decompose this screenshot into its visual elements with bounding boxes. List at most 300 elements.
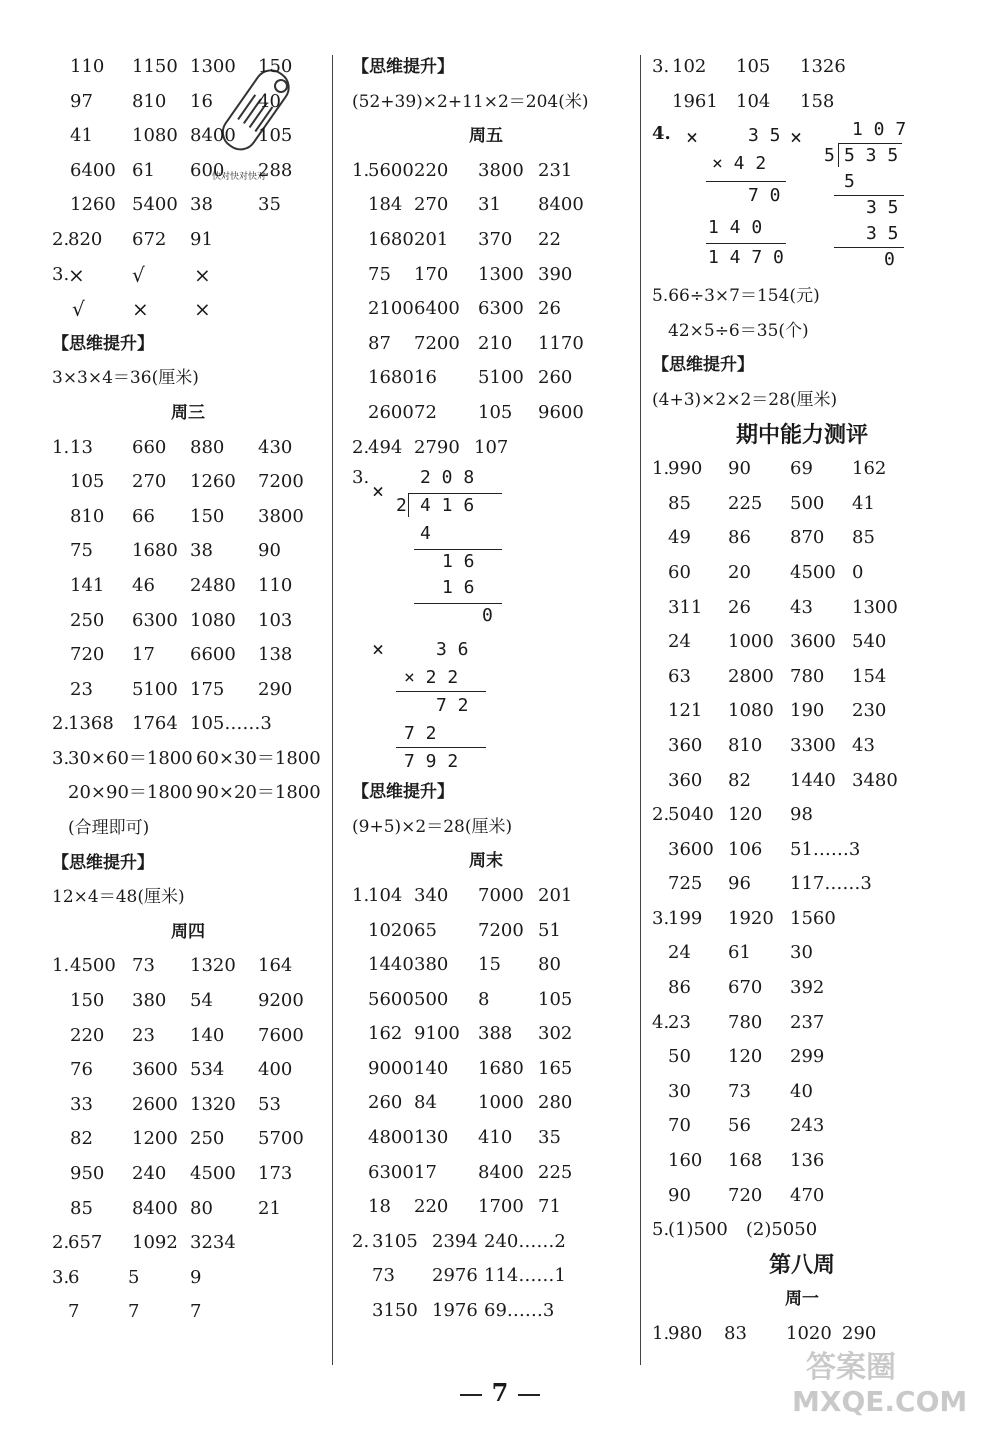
answer-cell: 24 — [668, 942, 691, 964]
vertical-multiplication: × 3 6 × 2 2 7 2 7 2 7 9 2 — [352, 627, 620, 775]
answer-cell: 1700 — [478, 1196, 524, 1218]
section-label: 【思维提升】 — [652, 355, 754, 376]
answer-cell: 390 — [538, 263, 573, 285]
answer-cell: 61 — [132, 159, 155, 181]
answer-cell: 114……1 — [484, 1265, 566, 1287]
answer-cell: 150 — [70, 990, 105, 1012]
section-subheading: 周一 — [785, 1289, 819, 1310]
answer-cell: 26 — [728, 596, 751, 618]
answer-cell: 9600 — [538, 401, 584, 423]
answer-text: (4+3)×2×2＝28(厘米) — [652, 389, 838, 410]
answer-row — [352, 983, 620, 1018]
answer-text: (9+5)×2＝28(厘米) — [352, 816, 513, 837]
answer-row — [352, 1225, 620, 1260]
answer-row — [352, 396, 620, 431]
answer-cell: 3300 — [790, 734, 836, 756]
answer-cell: 23 — [132, 1024, 155, 1046]
answer-cell: 49 — [668, 527, 691, 549]
question-number: 2. — [652, 804, 670, 826]
answer-cell: 1320 — [190, 1093, 236, 1115]
answer-cell: 231 — [538, 159, 573, 181]
answer-cell: 26 — [538, 298, 561, 320]
answer-cell: 70 — [668, 1115, 691, 1137]
answer-cell: 24 — [668, 631, 691, 653]
answer-cell: 65 — [414, 919, 437, 941]
answer-cell: 1080 — [132, 125, 178, 147]
answer-cell: 15 — [478, 954, 501, 976]
answer-row — [352, 1294, 620, 1329]
answer-cell: 120 — [728, 804, 763, 826]
answer-cell: 96 — [728, 873, 751, 895]
answer-cell: 16 — [414, 367, 437, 389]
answer-cell: 54 — [190, 990, 213, 1012]
answer-cell: 69……3 — [484, 1300, 555, 1322]
vertical-calculations: 4. × 3 5 × × 4 2 7 0 1 4 0 1 4 7 0 1 0 7 5 5 3 5 5 3 5 3 5 0 — [652, 119, 907, 271]
answer-cell: 1920 — [728, 907, 774, 929]
answer-row: 7 7 7 — [68, 1301, 202, 1323]
answer-cell: 780 — [728, 1011, 763, 1033]
answer-cell: 950 — [70, 1163, 105, 1184]
answer-cell: 80 — [538, 954, 561, 976]
answer-cell: 85 — [668, 492, 691, 514]
answer-row — [652, 1109, 952, 1144]
answer-cell: 290 — [258, 678, 293, 700]
answer-cell: 104 — [368, 884, 403, 906]
section-heading: 周五 — [469, 126, 503, 147]
answer-row: 2. 657 1092 3234 — [52, 1232, 236, 1254]
answer-row — [652, 487, 952, 522]
answer-cell: 86 — [668, 977, 691, 999]
question-number: 1. — [352, 159, 370, 181]
answer-cell: 1150 — [132, 56, 178, 77]
answer-cell: 41 — [852, 492, 875, 514]
answer-cell: 240……2 — [484, 1230, 566, 1252]
answer-row: 5.66÷3×7＝154(元) — [652, 286, 820, 307]
answer-cell: 105 — [538, 988, 573, 1010]
answer-cell: 41 — [70, 125, 93, 147]
question-number: 4. — [652, 1011, 670, 1033]
answer-row — [352, 879, 620, 914]
answer-cell: 400 — [258, 1059, 293, 1081]
answer-text: 42×5÷6＝35(个) — [668, 320, 809, 341]
svg-text:答案圈: 答案圈 — [806, 1350, 896, 1385]
svg-text:MXQE.COM: MXQE.COM — [792, 1385, 968, 1418]
answer-cell: 1326 — [800, 56, 846, 77]
answer-cell: 1680 — [368, 367, 414, 389]
answer-row — [652, 764, 952, 799]
answer-row — [652, 1040, 952, 1075]
answer-cell: 23 — [70, 678, 93, 700]
answer-cell: 9200 — [258, 990, 304, 1012]
answer-cell: 130 — [414, 1127, 449, 1149]
answer-row — [652, 729, 952, 764]
answer-row — [52, 50, 324, 85]
answer-row — [52, 465, 324, 500]
answer-row — [652, 452, 952, 487]
answer-cell: 8400 — [132, 1197, 178, 1219]
answer-cell: 162 — [852, 458, 887, 480]
answer-row — [352, 1121, 620, 1156]
answer-cell: 600 — [190, 159, 225, 181]
answer-row — [652, 833, 952, 868]
answer-cell: 260 — [538, 367, 573, 389]
answer-cell: 82 — [728, 769, 751, 791]
section-label: 【思维提升】 — [352, 57, 454, 77]
answer-cell: 720 — [728, 1184, 763, 1206]
answer-cell: 61 — [728, 942, 751, 964]
answer-cell: 43 — [852, 734, 875, 756]
column-divider — [640, 55, 641, 1365]
answer-cell: 1320 — [190, 955, 236, 977]
answer-row — [52, 604, 324, 639]
answer-cell: 5100 — [132, 678, 178, 700]
answer-cell: 106 — [728, 838, 763, 860]
answer-cell: 140 — [190, 1024, 225, 1046]
answer-cell: 1976 — [432, 1300, 478, 1322]
answer-row — [352, 1259, 620, 1294]
answer-row — [52, 85, 324, 120]
answer-cell: 1680 — [368, 228, 414, 250]
answer-cell: 6300 — [132, 609, 178, 631]
answer-row — [652, 867, 952, 902]
answer-cell: 1961 — [672, 90, 718, 112]
answer-cell: 3800 — [258, 505, 304, 527]
answer-cell: 164 — [258, 955, 293, 977]
answer-cell: 190 — [790, 700, 825, 722]
answer-cell: 168 — [728, 1150, 763, 1172]
answer-row — [352, 1156, 620, 1191]
answer-cell: 90 — [728, 458, 751, 480]
answer-cell: 30 — [790, 942, 813, 964]
answer-cell: 3150 — [372, 1300, 418, 1322]
section-label: 【思维提升】 — [52, 852, 154, 873]
answer-row: 5. (1)500 (2)5050 — [652, 1219, 818, 1241]
answer-cell: 7600 — [258, 1024, 304, 1046]
answer-cell: 33 — [70, 1093, 93, 1115]
answer-cell: 240 — [132, 1163, 167, 1184]
answer-row — [52, 949, 324, 984]
answer-cell: 534 — [190, 1059, 225, 1081]
watermark-logo — [786, 1341, 976, 1425]
answer-cell: 270 — [414, 194, 449, 216]
answer-cell: 75 — [368, 263, 391, 285]
answer-cell: 35 — [538, 1127, 561, 1149]
column-left — [52, 50, 324, 1330]
answer-cell: 5600 — [368, 988, 414, 1010]
answer-cell: 38 — [190, 194, 213, 216]
answer-cell: 110 — [258, 574, 293, 596]
answer-row — [352, 223, 620, 258]
answer-cell: 392 — [790, 977, 825, 999]
answer-row — [52, 1192, 324, 1227]
answer-cell: 2600 — [368, 401, 414, 423]
answer-cell: 0 — [852, 561, 864, 583]
answer-row — [52, 569, 324, 604]
answer-cell: 8400 — [190, 125, 236, 147]
answer-cell: 880 — [190, 436, 225, 458]
section-heading: 周四 — [171, 921, 205, 942]
answer-cell: 56 — [728, 1115, 751, 1137]
answer-cell: 370 — [478, 228, 513, 250]
answer-row — [352, 327, 620, 362]
answer-row — [652, 1179, 952, 1214]
answer-cell: 430 — [258, 436, 293, 458]
answer-row — [652, 591, 952, 626]
answer-cell: 90 — [668, 1184, 691, 1206]
answer-cell: 3600 — [132, 1059, 178, 1081]
answer-cell: 470 — [790, 1184, 825, 1206]
question-number: 1. — [52, 955, 70, 977]
answer-row — [652, 1075, 952, 1110]
answer-cell: 1000 — [728, 631, 774, 653]
answer-cell: 2100 — [368, 298, 414, 320]
answer-cell: 870 — [790, 527, 825, 549]
answer-cell: 43 — [790, 596, 813, 618]
question-number: 2. — [352, 1230, 370, 1252]
answer-cell: 3800 — [478, 159, 524, 181]
answer-row — [652, 556, 952, 591]
section-heading: 周末 — [469, 851, 503, 872]
answer-cell: 2976 — [432, 1265, 478, 1287]
answer-cell: 40 — [258, 90, 281, 112]
answer-cell: 302 — [538, 1023, 573, 1045]
answer-cell: 158 — [800, 90, 835, 112]
long-division: 3. × 2 0 8 2 4 1 6 4 1 6 1 6 0 — [352, 465, 620, 627]
answer-cell: 360 — [668, 734, 703, 756]
answer-cell: 50 — [668, 1046, 691, 1068]
answer-cell: 2600 — [132, 1093, 178, 1115]
answer-cell: 380 — [132, 990, 167, 1012]
answer-cell: 73 — [132, 955, 155, 977]
answer-row — [652, 798, 952, 833]
answer-row: 2. 820 672 91 — [52, 228, 213, 250]
answer-cell: 8400 — [538, 194, 584, 216]
answer-cell: 80 — [190, 1197, 213, 1219]
answer-cell: 85 — [70, 1197, 93, 1219]
answer-cell: 82 — [70, 1128, 93, 1150]
answer-cell: 1020 — [368, 919, 414, 941]
answer-cell: 220 — [414, 159, 449, 181]
answer-cell: 84 — [414, 1092, 437, 1114]
answer-cell: 175 — [190, 678, 225, 700]
answer-row — [352, 154, 620, 189]
answer-cell: 136 — [790, 1150, 825, 1172]
answer-row — [652, 1006, 952, 1041]
answer-cell: 1560 — [790, 907, 836, 929]
answer-cell: 17 — [414, 1161, 437, 1183]
answer-cell: 9100 — [414, 1023, 460, 1045]
answer-cell: 31 — [478, 194, 501, 216]
answer-cell: 280 — [538, 1092, 573, 1114]
answer-cell: 810 — [70, 505, 105, 527]
answer-cell: 8 — [478, 988, 490, 1010]
answer-row — [52, 534, 324, 569]
answer-row — [52, 984, 324, 1019]
section-heading: 第八周 — [768, 1251, 835, 1278]
answer-cell: 1260 — [70, 194, 116, 216]
answer-cell: 1080 — [728, 700, 774, 722]
question-number: 1. — [652, 458, 670, 480]
answer-row — [652, 902, 952, 937]
answer-cell: 40 — [790, 1080, 813, 1102]
answer-cell: 1680 — [132, 540, 178, 562]
answer-cell: 18 — [368, 1196, 391, 1218]
answer-cell: 6600 — [190, 644, 236, 666]
answer-row: 3. 30×60＝1800 60×30＝1800 — [52, 747, 321, 769]
answer-cell: 160 — [668, 1150, 703, 1172]
answer-cell: 4500 — [70, 955, 116, 977]
answer-cell: 500 — [790, 492, 825, 514]
answer-cell: 340 — [414, 884, 449, 906]
answer-row — [352, 1086, 620, 1121]
answer-cell: 311 — [668, 596, 703, 618]
answer-cell: 20 — [728, 561, 751, 583]
answer-row — [652, 625, 952, 660]
answer-cell: 4800 — [368, 1127, 414, 1149]
answer-row — [652, 936, 952, 971]
answer-cell: 173 — [258, 1163, 293, 1184]
answer-cell: 73 — [372, 1265, 395, 1287]
answer-cell: 30 — [668, 1080, 691, 1102]
answer-cell: 63 — [668, 665, 691, 687]
answer-row: 20×90＝1800 90×20＝1800 — [68, 782, 321, 804]
answer-cell: 46 — [132, 574, 155, 596]
answer-cell: 3105 — [372, 1230, 418, 1252]
answer-row: 3. 6 5 9 — [52, 1266, 202, 1288]
answer-cell: 140 — [414, 1057, 449, 1079]
answer-row — [352, 948, 620, 983]
answer-cell: 16 — [190, 90, 213, 112]
answer-text: (52+39)×2+11×2＝204(米) — [352, 91, 589, 112]
answer-cell: 141 — [70, 574, 105, 596]
answer-cell: 102 — [672, 56, 707, 77]
answer-cell: 60 — [668, 561, 691, 583]
answer-cell: 121 — [668, 700, 703, 722]
answer-cell: 71 — [538, 1196, 561, 1218]
answer-cell: 220 — [414, 1196, 449, 1218]
answer-row — [52, 1053, 324, 1088]
answer-row — [52, 431, 324, 466]
answer-cell: 7200 — [258, 471, 304, 493]
answer-cell: 810 — [728, 734, 763, 756]
answer-row — [52, 188, 324, 223]
answer-cell: 170 — [414, 263, 449, 285]
answer-cell: 410 — [478, 1127, 513, 1149]
answer-text: 3×3×4＝36(厘米) — [52, 368, 199, 389]
answer-cell: 184 — [368, 194, 403, 216]
answer-cell: 237 — [790, 1011, 825, 1033]
answer-cell: 105 — [258, 125, 293, 147]
answer-row — [52, 1122, 324, 1157]
answer-row: 2. 494 2790 107 — [352, 436, 509, 458]
answer-cell: 1440 — [790, 769, 836, 791]
answer-cell: 6300 — [478, 298, 524, 320]
answer-cell: 2480 — [190, 574, 236, 596]
answer-cell: 360 — [668, 769, 703, 791]
answer-cell: 90 — [258, 540, 281, 562]
answer-cell: 9000 — [368, 1057, 414, 1079]
answer-cell: 230 — [852, 700, 887, 722]
answer-cell: 260 — [368, 1092, 403, 1114]
answer-cell: 2800 — [728, 665, 774, 687]
answer-row — [352, 1052, 620, 1087]
answer-cell: 75 — [70, 540, 93, 562]
answer-cell: 250 — [70, 609, 105, 631]
question-number: 3. — [652, 56, 670, 77]
answer-cell: 1170 — [538, 332, 584, 354]
answer-cell: 35 — [258, 194, 281, 216]
svg-text:快对快对快对: 快对快对快对 — [212, 172, 267, 182]
column-right — [652, 50, 952, 1352]
answer-cell: 1300 — [190, 56, 236, 77]
answer-cell: 6400 — [70, 159, 116, 181]
answer-cell: 199 — [668, 907, 703, 929]
answer-row — [652, 521, 952, 556]
answer-row — [352, 292, 620, 327]
answer-row — [652, 1144, 952, 1179]
answer-cell: 225 — [728, 492, 763, 514]
question-number: 1. — [352, 884, 370, 906]
answer-cell: 288 — [258, 159, 293, 181]
section-heading: 期中能力测评 — [735, 421, 868, 448]
answer-cell: 220 — [70, 1024, 105, 1046]
answer-cell: 162 — [368, 1023, 403, 1045]
column-divider — [332, 55, 333, 1365]
answer-text: 12×4＝48(厘米) — [52, 887, 185, 908]
answer-row — [52, 500, 324, 535]
answer-cell: 810 — [132, 90, 167, 112]
answer-row — [52, 119, 324, 154]
answer-cell: 73 — [728, 1080, 751, 1102]
answer-cell: 1200 — [132, 1128, 178, 1150]
answer-cell: 4500 — [790, 561, 836, 583]
answer-cell: 7200 — [478, 919, 524, 941]
answer-cell: 1680 — [478, 1057, 524, 1079]
answer-row — [52, 1019, 324, 1054]
column-middle — [352, 50, 620, 1329]
answer-cell: 5100 — [478, 367, 524, 389]
answer-cell: 7000 — [478, 884, 524, 906]
answer-cell: 53 — [258, 1093, 281, 1115]
answer-cell: 21 — [258, 1197, 281, 1219]
answer-cell: 1300 — [478, 263, 524, 285]
answer-cell: 85 — [852, 527, 875, 549]
answer-cell: 5040 — [668, 804, 714, 826]
answer-cell: 270 — [132, 471, 167, 493]
answer-row — [52, 638, 324, 673]
answer-cell: 380 — [414, 954, 449, 976]
answer-cell: 7200 — [414, 332, 460, 354]
answer-cell: 76 — [70, 1059, 93, 1081]
answer-cell: 51……3 — [790, 838, 861, 860]
answer-row — [352, 914, 620, 949]
answer-cell: 138 — [258, 644, 293, 666]
answer-cell: 17 — [132, 644, 155, 666]
answer-cell: 8400 — [478, 1161, 524, 1183]
answer-cell: 720 — [70, 644, 105, 666]
answer-cell: 150 — [258, 56, 293, 77]
answer-cell: 6400 — [414, 298, 460, 320]
answer-cell: 105 — [478, 401, 513, 423]
answer-row — [652, 50, 952, 85]
answer-cell: 105 — [736, 56, 771, 77]
answer-cell: 72 — [414, 401, 437, 423]
page-number: 7 — [0, 1378, 1000, 1407]
answer-row — [352, 188, 620, 223]
answer-cell: 5400 — [132, 194, 178, 216]
answer-row — [652, 660, 952, 695]
answer-cell: 165 — [538, 1057, 573, 1079]
